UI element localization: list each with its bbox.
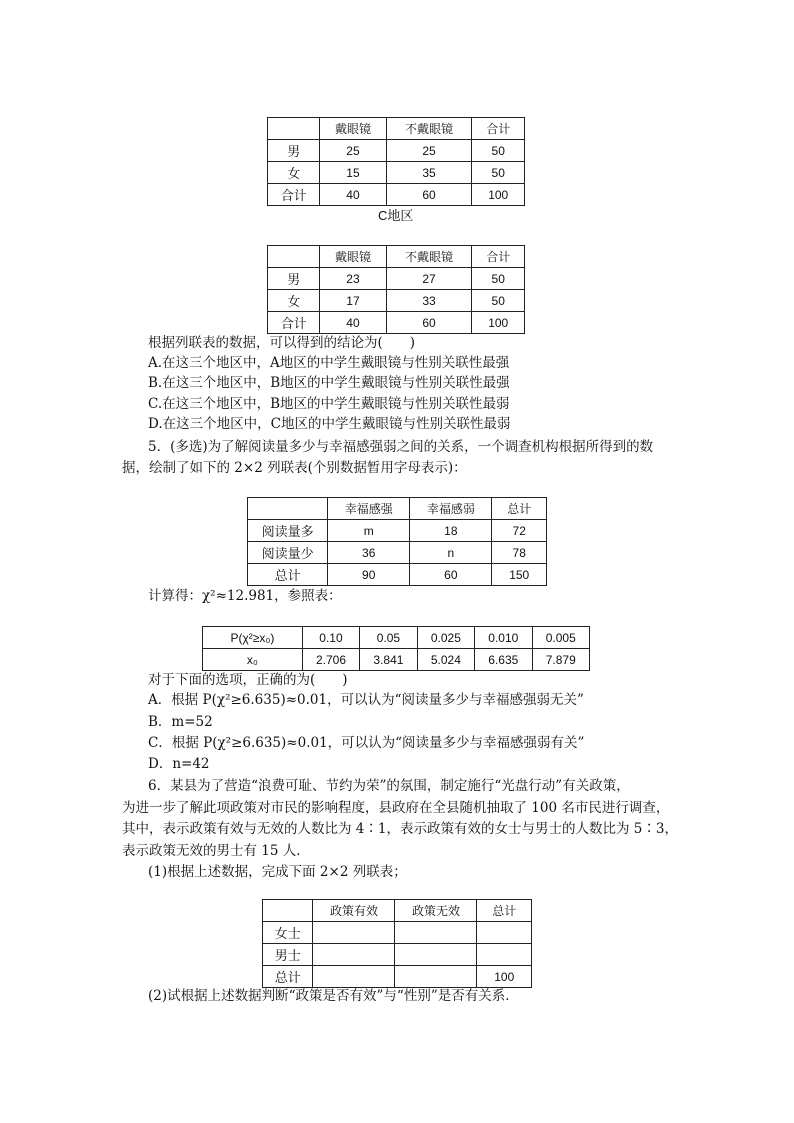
q5-calc: 计算得：χ²≈12.981，参照表： bbox=[148, 588, 342, 604]
table-region-c bbox=[267, 245, 525, 334]
table-cell: 78 bbox=[492, 542, 547, 564]
table-cell bbox=[477, 922, 532, 944]
table-cell: 25 bbox=[386, 140, 472, 162]
table-cell: 23 bbox=[320, 268, 386, 290]
table-cell: x₀ bbox=[203, 649, 303, 671]
table-cell bbox=[248, 498, 328, 520]
table-cell: 女士 bbox=[263, 922, 313, 944]
table-row bbox=[268, 184, 525, 206]
table-cell: 阅读量多 bbox=[248, 520, 328, 542]
table-cell bbox=[263, 900, 313, 922]
table-row bbox=[268, 162, 525, 184]
table-cell: 男 bbox=[268, 140, 320, 162]
table-cell: 15 bbox=[320, 162, 386, 184]
table-cell: 合计 bbox=[268, 312, 320, 334]
table-cell: 总计 bbox=[263, 966, 313, 988]
q5-line1: 5．(多选)为了解阅读量多少与幸福感强弱之间的关系，一个调查机构根据所得到的数 bbox=[148, 439, 654, 455]
q6-contingency-table bbox=[262, 899, 532, 988]
table-cell: 100 bbox=[472, 312, 525, 334]
table-cell: n bbox=[410, 542, 492, 564]
table-row bbox=[248, 520, 547, 542]
table-cell bbox=[313, 944, 395, 966]
table-cell: 40 bbox=[320, 184, 386, 206]
q5-line2: 据，绘制了如下的 2×2 列联表(个别数据暂用字母表示)： bbox=[122, 460, 467, 476]
q4-stem: 根据列联表的数据，可以得到的结论为( ) bbox=[148, 335, 416, 351]
table-cell bbox=[313, 966, 395, 988]
table-cell: 合计 bbox=[472, 246, 525, 268]
q5-contingency-table bbox=[247, 497, 547, 586]
table-row bbox=[248, 564, 547, 586]
table-cell bbox=[395, 966, 477, 988]
table-cell: 政策无效 bbox=[395, 900, 477, 922]
table-cell: 60 bbox=[410, 564, 492, 586]
table-row bbox=[203, 627, 590, 649]
table-row bbox=[268, 140, 525, 162]
table-header-row bbox=[263, 900, 532, 922]
table-cell: 100 bbox=[477, 966, 532, 988]
q6-line3: 其中，表示政策有效与无效的人数比为 4∶1，表示政策有效的女士与男士的人数比为 5∶3， bbox=[122, 821, 678, 837]
q5-option-a: A．根据 P(χ²≥6.635)≈0.01，可以认为“阅读量多少与幸福感强弱无关” bbox=[148, 692, 584, 708]
table-cell bbox=[313, 922, 395, 944]
table-row bbox=[248, 542, 547, 564]
q5-option-b: B．m=52 bbox=[148, 714, 213, 730]
table-cell: P(χ²≥x₀) bbox=[203, 627, 303, 649]
table-region-b bbox=[267, 117, 525, 206]
table-row bbox=[268, 268, 525, 290]
table-cell: 7.879 bbox=[532, 649, 589, 671]
table-cell: 40 bbox=[320, 312, 386, 334]
table-cell: 100 bbox=[472, 184, 525, 206]
table-cell bbox=[268, 246, 320, 268]
table-cell: 3.841 bbox=[360, 649, 417, 671]
table-cell bbox=[395, 944, 477, 966]
q6-line1: 6．某县为了营造“浪费可耻、节约为荣”的氛围，制定施行“光盘行动”有关政策， bbox=[148, 778, 630, 794]
table-cell: 2.706 bbox=[302, 649, 359, 671]
table-cell: 合计 bbox=[472, 118, 525, 140]
table-cell: 阅读量少 bbox=[248, 542, 328, 564]
q4-option-d: D.在这三个地区中，C地区的中学生戴眼镜与性别关联性最弱 bbox=[148, 416, 511, 432]
table-header-row bbox=[248, 498, 547, 520]
table-cell: 25 bbox=[320, 140, 386, 162]
q5-reference-table bbox=[202, 626, 590, 671]
table-cell: 50 bbox=[472, 162, 525, 184]
table-row bbox=[263, 966, 532, 988]
table-cell: 总计 bbox=[477, 900, 532, 922]
table-cell: 150 bbox=[492, 564, 547, 586]
table-cell: 戴眼镜 bbox=[320, 118, 386, 140]
table-cell: 6.635 bbox=[475, 649, 532, 671]
q6-line2: 为进一步了解此项政策对市民的影响程度，县政府在全县随机抽取了 100 名市民进行调查， bbox=[122, 800, 670, 816]
table-cell: 50 bbox=[472, 140, 525, 162]
table-cell: 女 bbox=[268, 162, 320, 184]
q4-option-a: A.在这三个地区中，A地区的中学生戴眼镜与性别关联性最强 bbox=[148, 355, 510, 371]
table-cell: 0.010 bbox=[475, 627, 532, 649]
table-cell: 33 bbox=[386, 290, 472, 312]
table-cell: 60 bbox=[386, 184, 472, 206]
table-cell bbox=[477, 944, 532, 966]
q4-option-c: C.在这三个地区中，B地区的中学生戴眼镜与性别关联性最弱 bbox=[148, 396, 510, 412]
table-cell: 幸福感强 bbox=[328, 498, 410, 520]
table-cell: 18 bbox=[410, 520, 492, 542]
table-cell: 36 bbox=[328, 542, 410, 564]
table-cell: 27 bbox=[386, 268, 472, 290]
table-cell bbox=[268, 118, 320, 140]
table-row bbox=[263, 944, 532, 966]
q5-stem: 对于下面的选项，正确的为( ) bbox=[148, 672, 348, 688]
table-caption-c: C地区 bbox=[378, 208, 414, 223]
q5-option-c: C．根据 P(χ²≥6.635)≈0.01，可以认为“阅读量多少与幸福感强弱有关” bbox=[148, 735, 585, 751]
table-cell: 0.10 bbox=[302, 627, 359, 649]
table-cell: m bbox=[328, 520, 410, 542]
table-cell: 合计 bbox=[268, 184, 320, 206]
table-cell: 35 bbox=[386, 162, 472, 184]
table-cell: 戴眼镜 bbox=[320, 246, 386, 268]
table-cell: 60 bbox=[386, 312, 472, 334]
table-cell: 72 bbox=[492, 520, 547, 542]
table-cell bbox=[395, 922, 477, 944]
q6-line4: 表示政策无效的男士有 15 人． bbox=[122, 843, 310, 859]
q6-part2: (2)试根据上述数据判断“政策是否有效”与“性别”是否有关系． bbox=[148, 988, 519, 1004]
table-cell: 17 bbox=[320, 290, 386, 312]
table-cell: 男 bbox=[268, 268, 320, 290]
table-cell: 50 bbox=[472, 290, 525, 312]
table-cell: 0.005 bbox=[532, 627, 589, 649]
q4-option-b: B.在这三个地区中，B地区的中学生戴眼镜与性别关联性最强 bbox=[148, 375, 510, 391]
table-row bbox=[268, 312, 525, 334]
table-cell: 政策有效 bbox=[313, 900, 395, 922]
table-cell: 50 bbox=[472, 268, 525, 290]
table-cell: 不戴眼镜 bbox=[386, 246, 472, 268]
table-cell: 不戴眼镜 bbox=[386, 118, 472, 140]
table-cell: 总计 bbox=[492, 498, 547, 520]
table-cell: 女 bbox=[268, 290, 320, 312]
table-header-row bbox=[268, 118, 525, 140]
table-cell: 男士 bbox=[263, 944, 313, 966]
q6-part1: (1)根据上述数据，完成下面 2×2 列联表； bbox=[148, 864, 407, 880]
table-cell: 0.025 bbox=[417, 627, 474, 649]
table-cell: 90 bbox=[328, 564, 410, 586]
table-row bbox=[268, 290, 525, 312]
table-cell: 0.05 bbox=[360, 627, 417, 649]
table-cell: 5.024 bbox=[417, 649, 474, 671]
table-header-row bbox=[268, 246, 525, 268]
q5-option-d: D．n=42 bbox=[148, 756, 210, 772]
table-row bbox=[263, 922, 532, 944]
table-row bbox=[203, 649, 590, 671]
table-cell: 总计 bbox=[248, 564, 328, 586]
table-cell: 幸福感弱 bbox=[410, 498, 492, 520]
